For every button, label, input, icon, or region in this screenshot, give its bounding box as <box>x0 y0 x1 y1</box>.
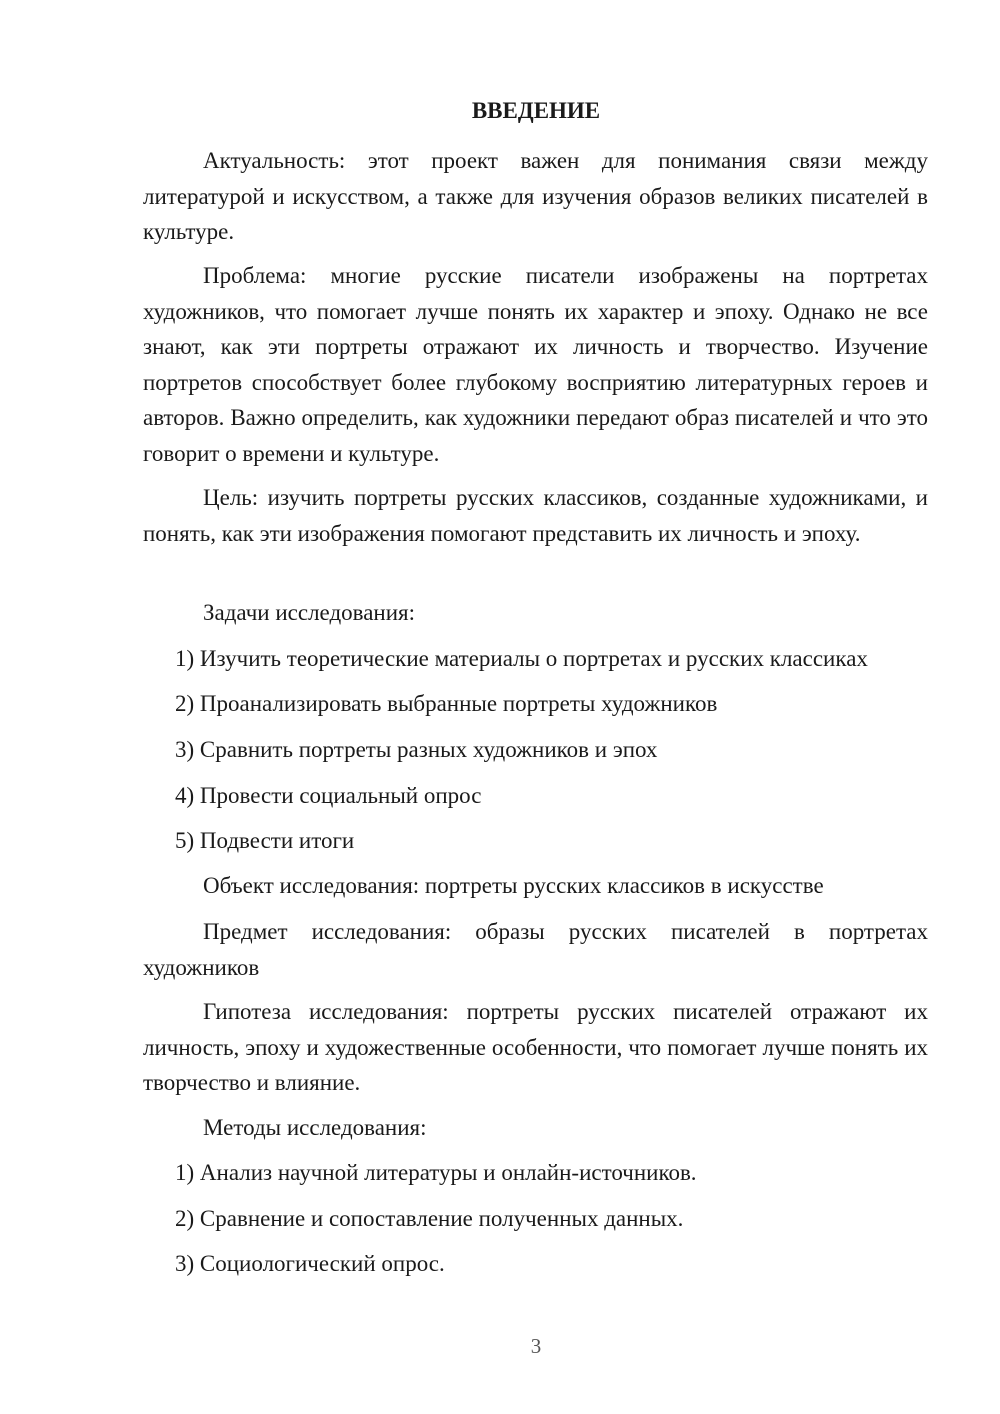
goal-paragraph: Цель: изучить портреты русских классиков, созданные художниками, и понять, как эти изображения помогают представить их личность и эпоху. <box>143 485 928 546</box>
task-item: 1) Изучить теоретические материалы о портретах и русских классиках <box>175 646 868 671</box>
tasks-heading: Задачи исследования: <box>203 600 416 625</box>
task-item: 4) Провести социальный опрос <box>175 783 482 808</box>
method-item: 3) Социологический опрос. <box>175 1251 445 1276</box>
method-item: 2) Сравнение и сопоставление полученных данных. <box>175 1206 684 1231</box>
object-paragraph: Объект исследования: портреты русских классиков в искусстве <box>203 873 824 898</box>
task-item: 2) Проанализировать выбранные портреты художников <box>175 691 718 716</box>
methods-heading: Методы исследования: <box>203 1115 427 1140</box>
relevance-paragraph: Актуальность: этот проект важен для понимания связи между литературой и искусством, а также для изучения образов великих писателей в культуре. <box>143 148 928 244</box>
task-item: 5) Подвести итоги <box>175 828 355 853</box>
page-number: 3 <box>530 1334 542 1358</box>
page-title: ВВЕДЕНИЕ <box>471 98 601 123</box>
subject-paragraph: Предмет исследования: образы русских писателей в портретах художников <box>143 919 928 980</box>
problem-paragraph: Проблема: многие русские писатели изображены на портретах художников, что помогает лучше понять их характер и эпоху. Однако не все знают, как эти портреты отражают их личность и творчество. Изучение портретов способствует более глубокому восприятию литературных героев и авторов. Важно определить, как художники передают образ писателей и что это говорит о времени и культуре. <box>143 263 928 466</box>
task-item: 3) Сравнить портреты разных художников и эпох <box>175 737 658 762</box>
hypothesis-paragraph: Гипотеза исследования: портреты русских писателей отражают их личность, эпоху и художественные особенности, что помогает лучше понять их творчество и влияние. <box>143 999 928 1095</box>
method-item: 1) Анализ научной литературы и онлайн-источников. <box>175 1160 697 1185</box>
